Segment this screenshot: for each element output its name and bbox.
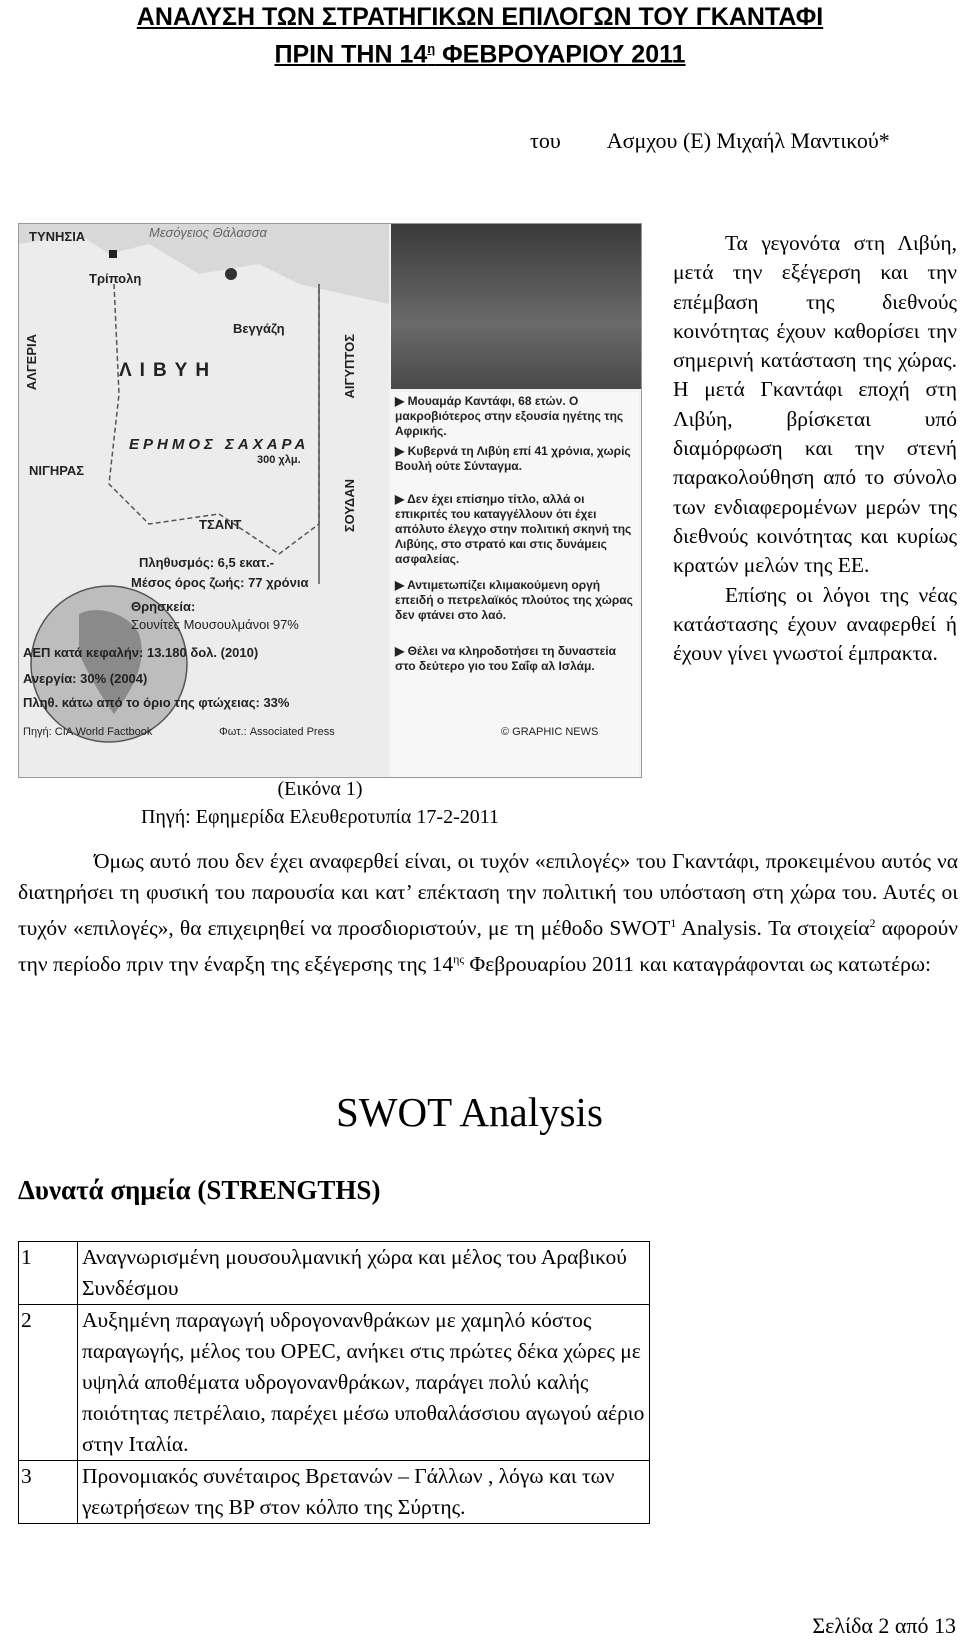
document-title-line-1: ΑΝΑΛΥΣΗ ΤΩΝ ΣΤΡΑΤΗΓΙΚΩΝ ΕΠΙΛΟΓΩΝ ΤΟΥ ΓΚΑΝΤΑΦΙ (136, 3, 824, 31)
stat-religion: Θρησκεία: (131, 599, 196, 614)
figure-source-right: © GRAPHIC NEWS (501, 726, 599, 738)
stat-life-expectancy: Μέσος όρος ζωής: 77 χρόνια (131, 575, 309, 590)
figure-source: Πηγή: Εφημερίδα Ελευθεροτυπία 17-2-2011 (140, 806, 499, 828)
libya-map (19, 224, 389, 777)
figure-bullets (391, 392, 639, 777)
row-number: 3 (19, 1461, 78, 1524)
body-part-1: Όμως αυτό που δεν έχει αναφερθεί είναι, οι τυχόν «επιλογές» του Γκαντάφι, προκειμένου αυτός να διατηρήσει τη φυσική του παρουσία και κατ’ επέκταση την πολιτική του υπόσταση στη χώρα του. Αυτές οι τυχόν «επιλογές», θα επιχειρηθεί να προσδιοριστούν, με τη μέθοδο SWOT (18, 849, 958, 941)
strengths-table (18, 1241, 650, 1524)
body-part-2: Analysis. Τα στοιχεία (676, 916, 870, 941)
title-superscript: η (427, 41, 436, 56)
map-label-benghazi: Βεγγάζη (233, 321, 285, 336)
author-prefix: του (530, 128, 561, 153)
strengths-heading: Δυνατά σημεία (STRENGTHS) (18, 1175, 381, 1205)
table-row (19, 1305, 650, 1461)
map-label-sudan: ΣΟΥΔΑΝ (342, 479, 357, 533)
stat-gdp: ΑΕΠ κατά κεφαλήν: 13.180 δολ. (2010) (23, 645, 259, 660)
map-label-tunisia: ΤΥΝΗΣΙΑ (29, 229, 86, 244)
document-title-line-2 (0, 34, 960, 69)
map-label-tripoli: Τρίπολη (89, 271, 142, 286)
map-label-sahara: ΕΡΗΜΟΣ ΣΑΧΑΡΑ (129, 436, 310, 453)
side-paragraph-1: Τα γεγονότα στη Λιβύη, μετά την εξέγερση και την επέμβαση της διεθνούς κοινότητας έχουν καθορίσει την σημερινή κατάσταση της χώρας. Η μετά Γκαντάφι εποχή στη Λιβύη, βρίσκεται υπό διαμόρφωση και την στενή παρακολούθηση από το σύνολο των ενδιαφερομένων μερών της διεθνούς κοινότητας και κυρίως κρατών μελών της ΕΕ. (673, 231, 957, 578)
title-line-2-pre: ΠΡΙΝ ΤΗΝ 14 (274, 40, 428, 69)
author-name: Ασμχου (Ε) Μιχαήλ Μαντικού* (606, 128, 890, 153)
row-text: Αυξημένη παραγωγή υδρογονανθράκων με χαμηλό κόστος παραγωγής, μέλος του OPEC, ανήκει στις πρώτες δέκα χώρες με υψηλά αποθέματα υδρογονανθράκων, παράγει πολύ καλής ποιότητας πετρέλαιο, παρέχει μέσω υποθαλάσσιου αγωγού αέριο στην Ιταλία. (78, 1305, 650, 1461)
body-part-3: αφορούν την περίοδο πριν την έναρξη της εξέγερσης της 14 (18, 916, 958, 977)
figure-caption: (Εικόνα 1) (277, 778, 363, 800)
row-number: 1 (19, 1242, 78, 1305)
footnote-ref-2[interactable]: 2 (869, 916, 876, 930)
ordinal-superscript: ης (453, 952, 465, 967)
figure-source-left: Πηγή: CIA World Factbook (23, 726, 153, 738)
side-paragraph-2: Επίσης οι λόγοι της νέας κατάστασης έχουν αναφερθεί ή έχουν γίνει γνωστοί έμπρακτα. (673, 582, 957, 666)
map-label-sea: Μεσόγειος Θάλασσα (149, 225, 267, 240)
portrait-photo (391, 224, 641, 389)
map-label-egypt: ΑΙΓΥΠΤΟΣ (342, 334, 357, 399)
bullet-2: ▶ Κυβερνά τη Λιβύη επί 41 χρόνια, χωρίς Βουλή ούτε Σύνταγμα. (395, 444, 631, 473)
table-row (19, 1242, 650, 1305)
row-text: Προνομιακός συνέταιρος Βρετανών – Γάλλων , λόγω και των γεωτρήσεων της BP στον κόλπο της Σύρτης. (78, 1461, 650, 1524)
map-label-niger: ΝΙΓΗΡΑΣ (29, 463, 85, 478)
title-line-2-post: ΦΕΒΡΟΥΑΡΙΟΥ 2011 (435, 40, 686, 69)
swot-title: SWOT Analysis (336, 1089, 603, 1135)
row-number: 2 (19, 1305, 78, 1461)
bullet-5: ▶ Θέλει να κληροδοτήσει τη δυναστεία στο δεύτερο γιο του Σαΐφ αλ Ισλάμ. (395, 644, 617, 673)
page-number: Σελίδα 2 από 13 (812, 1613, 956, 1638)
table-row (19, 1461, 650, 1524)
bullet-3: ▶ Δεν έχει επίσημο τίτλο, αλλά οι επικριτές του καταγγέλλουν ότι έχει απόλυτο έλεγχο στην πολιτική σκηνή της Λιβύης, στο στρατό και στις δυνάμεις ασφαλείας. (395, 492, 632, 566)
figure-source-mid: Φωτ.: Associated Press (219, 726, 335, 738)
stat-population: Πληθυσμός: 6,5 εκατ.- (139, 555, 275, 570)
map-label-scale: 300 χλμ. (257, 454, 301, 466)
row-text: Αναγνωρισμένη μουσουλμανική χώρα και μέλος του Αραβικού Συνδέσμου (78, 1242, 650, 1305)
stat-unemployment: Ανεργία: 30% (2004) (23, 671, 148, 686)
body-part-4: Φεβρουαρίου 2011 και καταγράφονται ως κατωτέρω: (464, 952, 931, 977)
newspaper-figure (18, 223, 642, 778)
body-paragraph-text (18, 846, 958, 980)
map-label-libya: ΛΙΒΥΗ (119, 360, 218, 381)
footnote-ref-1[interactable]: 1 (670, 916, 677, 930)
stat-poverty: Πληθ. κάτω από το όριο της φτώχειας: 33% (23, 695, 290, 710)
map-label-chad: ΤΣΑΝΤ (199, 517, 242, 532)
stat-religion-value: Σουνίτες Μουσουλμάνοι 97% (131, 617, 299, 632)
bullet-1: ▶ Μουαμάρ Καντάφι, 68 ετών. Ο μακροβιότερος στην εξουσία ηγέτης της Αφρικής. (395, 394, 624, 438)
bullet-4: ▶ Αντιμετωπίζει κλιμακούμενη οργή επειδή ο πετρελαϊκός πλούτος της χώρας δεν φτάνει στο λαό. (395, 578, 633, 622)
side-column-text (673, 229, 957, 668)
map-label-algeria: ΑΛΓΕΡΙΑ (24, 334, 39, 391)
author-line (530, 128, 890, 154)
body-paragraph (18, 846, 958, 980)
